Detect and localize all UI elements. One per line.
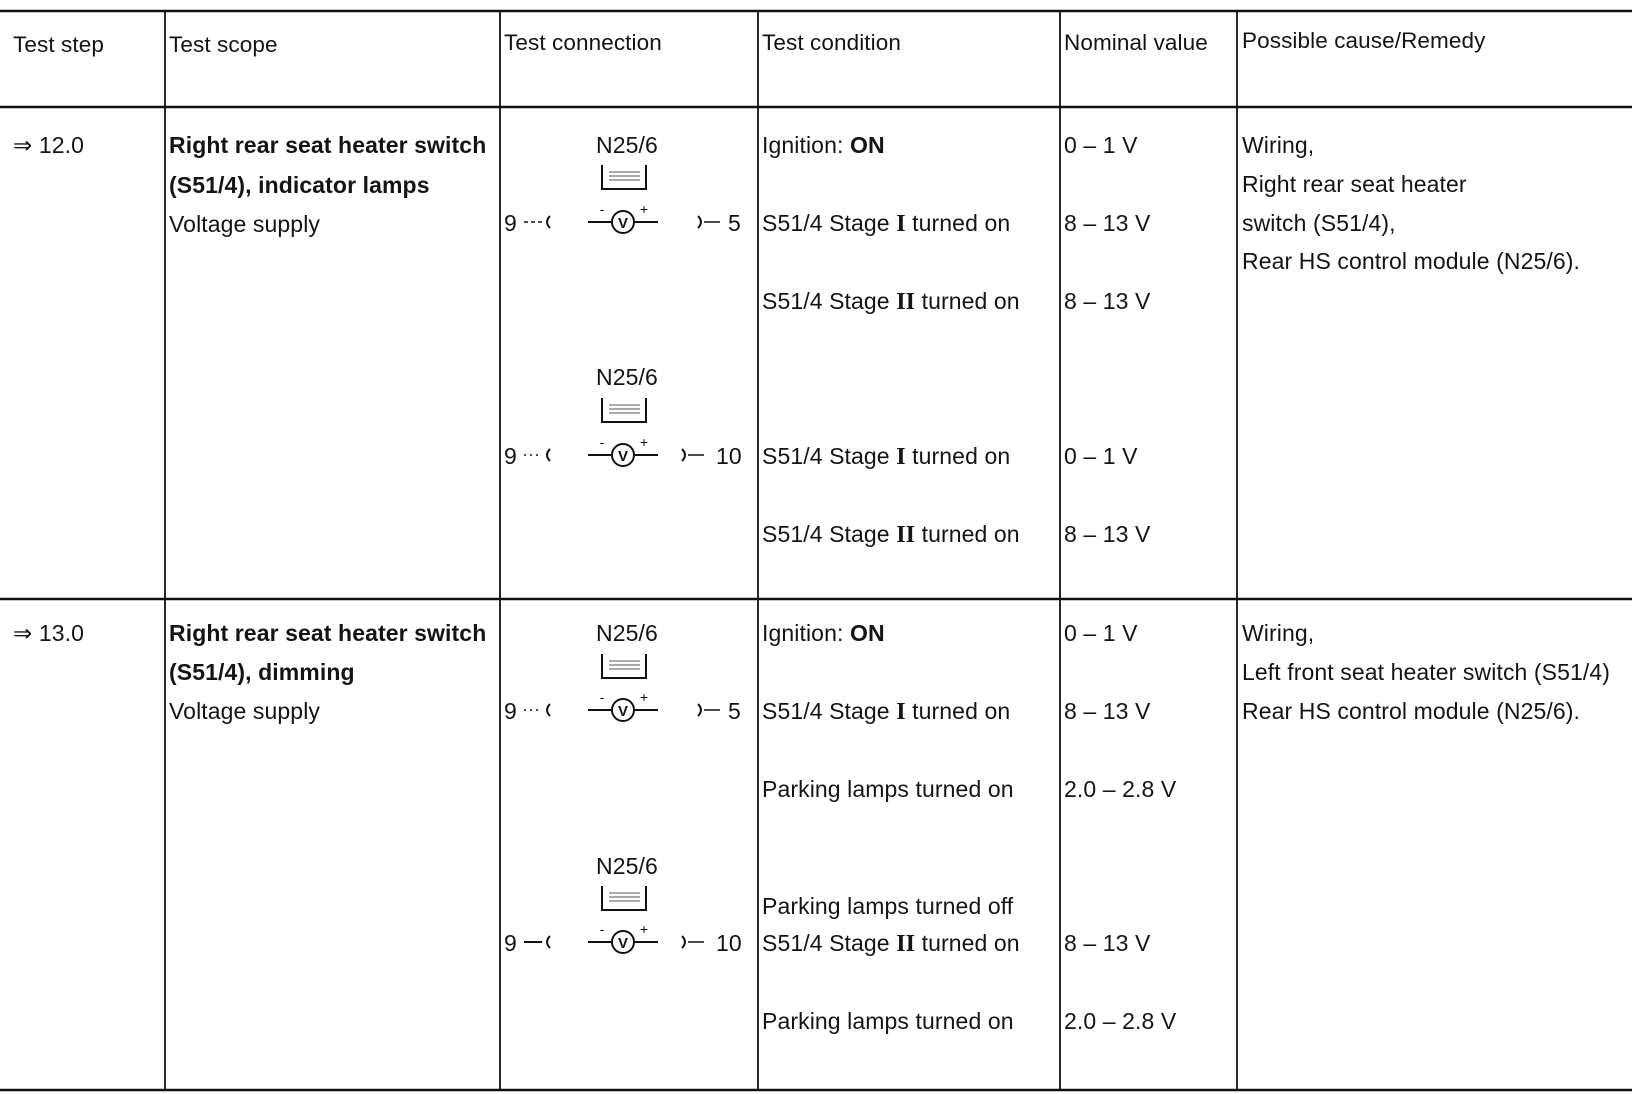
header-test-condition: Test condition xyxy=(762,30,901,55)
cause-line: Wiring, xyxy=(1242,132,1315,158)
scope-subtitle: Voltage supply xyxy=(169,698,321,724)
scope-title-line-1: Right rear seat heater switch xyxy=(169,132,487,158)
svg-text:V: V xyxy=(617,703,629,720)
svg-text:V: V xyxy=(617,448,629,465)
svg-text:-: - xyxy=(599,202,605,217)
svg-text:+: + xyxy=(639,435,649,450)
pin-left: 9 xyxy=(504,930,517,956)
voltmeter-icon xyxy=(520,922,720,958)
svg-text:-: - xyxy=(599,435,605,450)
nominal-value: 0 – 1 V xyxy=(1064,132,1138,158)
svg-text:-: - xyxy=(599,922,605,937)
cause-line: Wiring, xyxy=(1242,620,1315,646)
cause-line: Rear HS control module (N25/6). xyxy=(1242,698,1581,724)
header-test-step: Test step xyxy=(13,32,104,57)
condition: Parking lamps turned on xyxy=(762,776,1014,802)
svg-text:+: + xyxy=(639,202,649,217)
condition: Parking lamps turned off xyxy=(762,893,1014,919)
cause-line: switch (S51/4), xyxy=(1242,210,1396,236)
control-module-icon xyxy=(600,652,650,684)
module-label: N25/6 xyxy=(596,853,658,879)
condition: S51/4 Stage II turned on xyxy=(762,288,1020,315)
header-possible-cause: Possible cause/Remedy xyxy=(1242,28,1486,53)
nominal-value: 8 – 13 V xyxy=(1064,930,1151,956)
pin-left: 9 xyxy=(504,698,517,724)
nominal-value: 0 – 1 V xyxy=(1064,620,1138,646)
nominal-value: 2.0 – 2.8 V xyxy=(1064,1008,1177,1034)
nominal-value: 8 – 13 V xyxy=(1064,288,1151,314)
control-module-icon xyxy=(600,163,650,195)
nominal-value: 8 – 13 V xyxy=(1064,210,1151,236)
condition: S51/4 Stage I turned on xyxy=(762,210,1011,237)
control-module-icon xyxy=(600,396,650,428)
condition: Ignition: ON xyxy=(762,620,885,646)
svg-text:V: V xyxy=(617,215,629,232)
condition: Parking lamps turned on xyxy=(762,1008,1014,1034)
condition: Ignition: ON xyxy=(762,132,885,158)
condition: S51/4 Stage II turned on xyxy=(762,521,1020,548)
nominal-value: 2.0 – 2.8 V xyxy=(1064,776,1177,802)
pin-left: 9 xyxy=(504,210,517,236)
condition: S51/4 Stage I turned on xyxy=(762,443,1011,470)
pin-right: 5 xyxy=(728,210,741,236)
header-test-connection: Test connection xyxy=(504,30,662,55)
nominal-value: 8 – 13 V xyxy=(1064,698,1151,724)
condition: S51/4 Stage II turned on xyxy=(762,930,1020,957)
header-nominal-value: Nominal value xyxy=(1064,30,1208,55)
test-step-13: ⇒ 13.0 xyxy=(13,620,85,646)
module-label: N25/6 xyxy=(596,364,658,390)
nominal-value: 8 – 13 V xyxy=(1064,521,1151,547)
voltmeter-icon xyxy=(520,690,760,726)
svg-text:+: + xyxy=(639,690,649,705)
cause-line: Left front seat heater switch (S51/4) xyxy=(1242,659,1611,685)
pin-right: 10 xyxy=(716,443,742,469)
voltmeter-icon xyxy=(520,435,720,471)
voltmeter-icon xyxy=(520,202,760,238)
scope-subtitle: Voltage supply xyxy=(169,211,321,237)
pin-left: 9 xyxy=(504,443,517,469)
module-label: N25/6 xyxy=(596,132,658,158)
cause-line: Right rear seat heater xyxy=(1242,171,1467,197)
header-test-scope: Test scope xyxy=(169,32,278,57)
condition: S51/4 Stage I turned on xyxy=(762,698,1011,725)
scope-title-line-2: (S51/4), indicator lamps xyxy=(169,172,430,198)
test-step-12: ⇒ 12.0 xyxy=(13,132,85,158)
pin-right: 10 xyxy=(716,930,742,956)
cause-line: Rear HS control module (N25/6). xyxy=(1242,248,1581,274)
svg-text:-: - xyxy=(599,690,605,705)
pin-right: 5 xyxy=(728,698,741,724)
nominal-value: 0 – 1 V xyxy=(1064,443,1138,469)
scope-title-line-2: (S51/4), dimming xyxy=(169,659,355,685)
module-label: N25/6 xyxy=(596,620,658,646)
svg-text:V: V xyxy=(617,935,629,952)
svg-text:+: + xyxy=(639,922,649,937)
scope-title-line-1: Right rear seat heater switch xyxy=(169,620,487,646)
control-module-icon xyxy=(600,884,650,916)
